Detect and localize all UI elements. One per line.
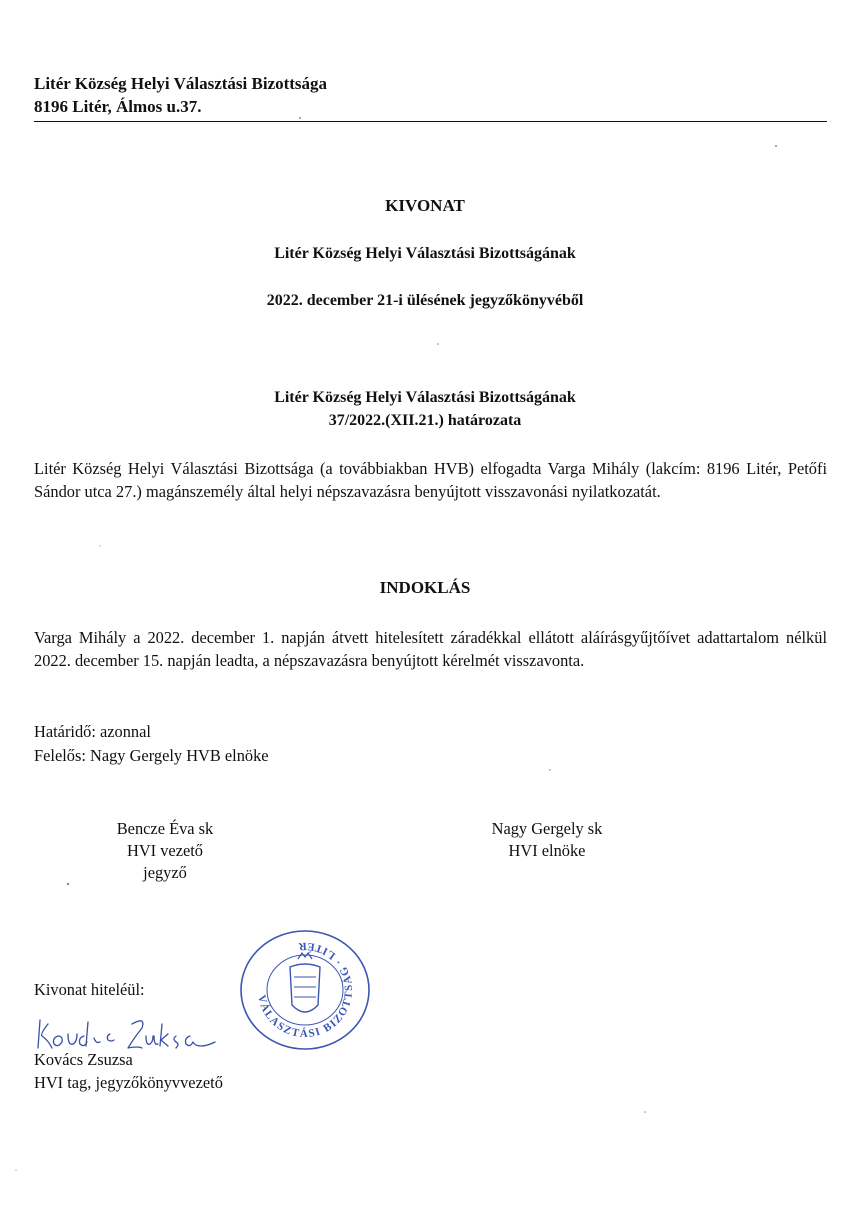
certification-name: Kovács Zsuzsa	[34, 1050, 133, 1069]
reasoning-heading: INDOKLÁS	[379, 578, 471, 597]
document-subtitle-2: 2022. december 21-i ülésének jegyzőkönyvéből	[266, 292, 584, 309]
coat-of-arms-icon	[290, 964, 320, 1012]
document-subtitle-1: Litér Község Helyi Választási Bizottságának	[274, 245, 576, 262]
document-title: KIVONAT	[385, 196, 465, 215]
signature-left	[80, 818, 250, 884]
resolution-heading-1: Litér Község Helyi Választási Bizottságának	[274, 389, 576, 406]
header-divider	[34, 121, 827, 122]
official-stamp	[230, 925, 380, 1055]
organization-name: Litér Község Helyi Választási Bizottsága	[34, 74, 328, 93]
certification-role: HVI tag, jegyzőkönyvvezető	[34, 1073, 223, 1092]
stamp-text: VÁLASZTÁSI BIZOTTSÁG · LITÉR	[255, 939, 356, 1041]
responsible-line: Felelős: Nagy Gergely HVB elnöke	[34, 746, 269, 765]
stamp-inner-ring	[267, 955, 343, 1025]
crown-icon	[298, 953, 312, 959]
deadline-line: Határidő: azonnal	[34, 722, 151, 741]
signature-right-role: HVI elnöke	[508, 841, 586, 860]
reasoning-body: Varga Mihály a 2022. december 1. napján átvett hitelesített záradékkal ellátott aláírásgyűjtőívet adattartalom nélkül 2022. december 15. napján leadta, a népszavazásra benyújtott kérelmét visszavonta.	[34, 628, 827, 670]
signature-right	[462, 818, 632, 862]
organization-address: 8196 Litér, Álmos u.37.	[34, 97, 202, 116]
handwritten-signature	[34, 1010, 234, 1054]
certification-label: Kivonat hiteléül:	[34, 980, 145, 999]
signature-right-name: Nagy Gergely sk	[491, 819, 603, 838]
resolution-heading-2: 37/2022.(XII.21.) határozata	[328, 412, 522, 429]
signature-left-role-2: jegyző	[143, 863, 187, 882]
signature-strokes	[38, 1020, 215, 1048]
resolution-body: Litér Község Helyi Választási Bizottsága (a továbbiakban HVB) elfogadta Varga Mihály (lakcím: 8196 Litér, Petőfi Sándor utca 27.) magánszemély által helyi népszavazásra benyújtott visszavonási nyilatkozatát.	[34, 459, 827, 501]
signature-left-role: HVI vezető	[127, 841, 203, 860]
signature-left-name: Bencze Éva sk	[116, 819, 214, 838]
